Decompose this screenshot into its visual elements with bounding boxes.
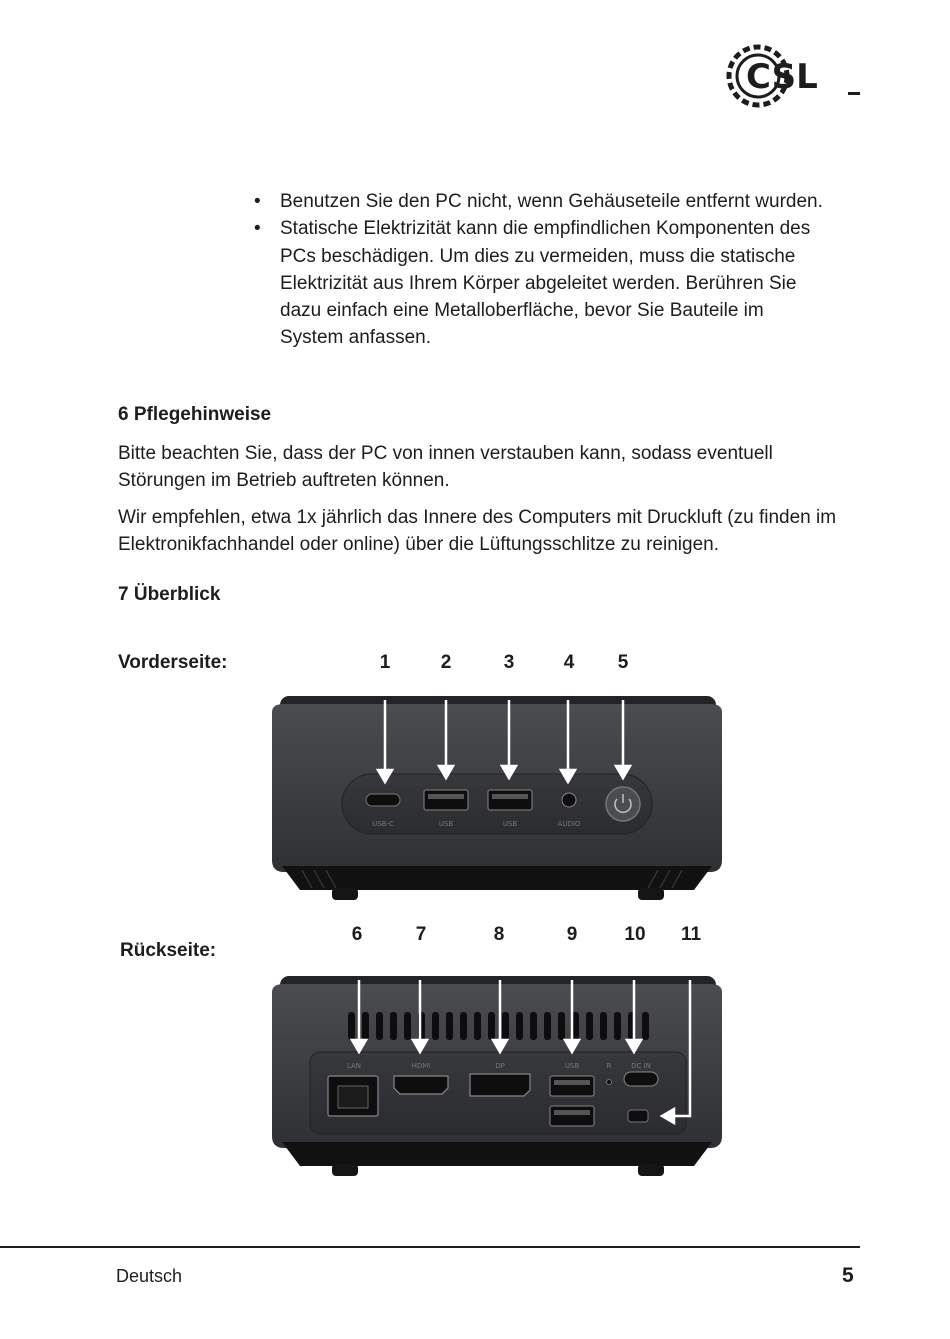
usb-a-port bbox=[550, 1106, 594, 1126]
hdmi-port bbox=[394, 1076, 448, 1094]
footer-language: Deutsch bbox=[116, 1266, 183, 1286]
callout-number-9: 9 bbox=[566, 924, 578, 945]
page-number: 5 bbox=[842, 1264, 854, 1287]
callout-number-2: 2 bbox=[440, 652, 452, 673]
callout-number-6: 6 bbox=[351, 924, 363, 945]
dc-in-port bbox=[624, 1072, 658, 1086]
usb-a-port bbox=[488, 790, 532, 810]
bullet-text: Statische Elektrizität kann die empfindlichen Komponenten des PCs beschädigen. Um dies zu vermeiden, muss die statische Elektrizität aus Ihrem Körper abgeleitet werden. Berühren Sie dazu einfach eine Metalloberfläche, bevor Sie Bauteile im System anfassen. bbox=[280, 218, 811, 349]
callout-number-1: 1 bbox=[379, 652, 391, 673]
port-label-audio: AUDIO bbox=[557, 820, 581, 828]
footer-divider bbox=[0, 1246, 860, 1248]
section-6-heading: 6 Pflegehinweise bbox=[118, 404, 272, 425]
back-side-label: Rückseite: bbox=[120, 940, 217, 961]
bullet-item bbox=[252, 215, 825, 351]
port-label-dp: DP bbox=[495, 1062, 505, 1070]
callout-number-4: 4 bbox=[563, 652, 575, 673]
bullet-item bbox=[252, 188, 852, 215]
port-label-reset: R bbox=[606, 1062, 612, 1070]
usb-a-port bbox=[424, 790, 468, 810]
port-label-usb-2: USB bbox=[502, 820, 518, 828]
callout-number-11: 11 bbox=[680, 924, 702, 945]
back-view-image bbox=[262, 972, 732, 1194]
port-label-usb-c: USB-C bbox=[372, 820, 394, 828]
port-label-lan: LAN bbox=[346, 1062, 362, 1070]
section-6-paragraph-2: Wir empfehlen, etwa 1x jährlich das Innere des Computers mit Druckluft (zu finden im Elektronikfachhandel oder online) über die Lüftungsschlitze zu reinigen. bbox=[118, 507, 837, 556]
callout-number-10: 10 bbox=[624, 924, 646, 945]
logo-text: CSL bbox=[746, 57, 818, 97]
front-view-image bbox=[262, 690, 732, 920]
section-6-paragraph-1: Bitte beachten Sie, dass der PC von innen verstauben kann, sodass eventuell Störungen im Betrieb auftreten können. bbox=[118, 443, 773, 492]
callout-number-5: 5 bbox=[617, 652, 629, 673]
port-label-dc-in: DC IN bbox=[631, 1062, 651, 1070]
power-button bbox=[606, 787, 640, 821]
port-label-hdmi: HDMI bbox=[411, 1062, 431, 1070]
safety-bullet-list bbox=[252, 188, 852, 352]
displayport-port bbox=[470, 1074, 530, 1096]
front-side-label: Vorderseite: bbox=[118, 652, 228, 673]
section-7-heading: 7 Überblick bbox=[118, 584, 221, 605]
kensington-lock bbox=[628, 1110, 648, 1122]
csl-logo bbox=[726, 40, 866, 112]
callout-number-8: 8 bbox=[493, 924, 505, 945]
callout-number-7: 7 bbox=[415, 924, 427, 945]
port-label-usb-back: USB bbox=[564, 1062, 580, 1070]
callout-number-3: 3 bbox=[503, 652, 515, 673]
usb-c-port bbox=[366, 794, 400, 806]
usb-a-port bbox=[550, 1076, 594, 1096]
audio-jack bbox=[562, 793, 576, 807]
bullet-text: Benutzen Sie den PC nicht, wenn Gehäuseteile entfernt wurden. bbox=[280, 191, 823, 212]
port-label-usb-1: USB bbox=[438, 820, 454, 828]
